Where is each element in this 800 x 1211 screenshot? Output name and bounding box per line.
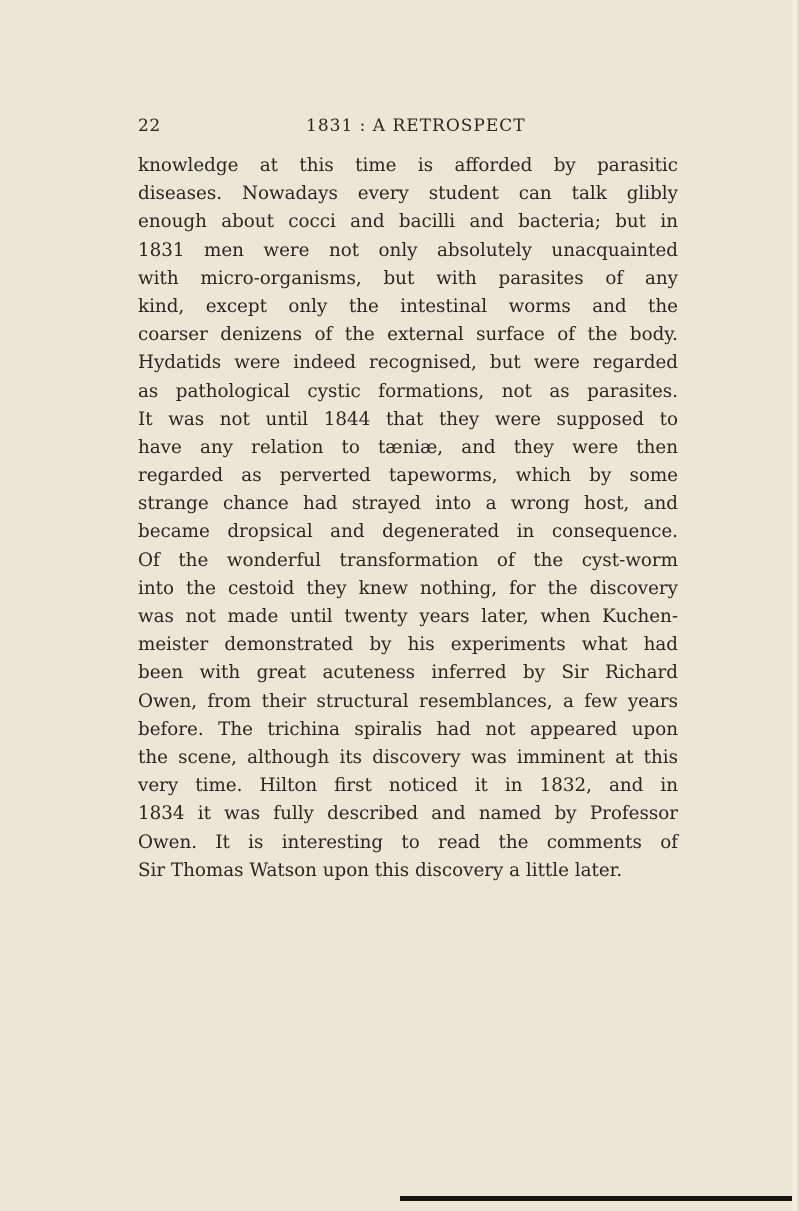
text-line: meister demonstrated by his experiments what had — [138, 634, 678, 656]
text-line: It was not until 1844 that they were supposed to — [138, 408, 678, 430]
text-line: have any relation to tæniæ, and they were then — [138, 436, 678, 458]
text-line: strange chance had strayed into a wrong host, and — [138, 493, 678, 515]
body-text — [138, 152, 678, 885]
text-line: with micro-organisms, but with parasites of any — [138, 267, 678, 289]
text-line: been with great acuteness inferred by Sir Richard — [138, 662, 678, 684]
text-line: enough about cocci and bacilli and bacteria; but in — [138, 211, 678, 233]
text-line: kind, except only the intestinal worms and the — [138, 295, 678, 317]
page-edge-shadow — [792, 0, 800, 1211]
text-line: Owen. It is interesting to read the comments of — [138, 831, 678, 853]
text-line: very time. Hilton first noticed it in 1832, and in — [138, 775, 678, 797]
text-line: knowledge at this time is afforded by parasitic — [138, 155, 678, 176]
text-line: into the cestoid they knew nothing, for the discovery — [138, 577, 678, 599]
running-head: 1831 : A RETROSPECT — [306, 116, 526, 136]
text-line: diseases. Nowadays every student can talk glibly — [138, 183, 678, 205]
text-line: regarded as perverted tapeworms, which by some — [138, 465, 678, 487]
text-line: Owen, from their structural resemblances, a few years — [138, 690, 678, 712]
text-line: as pathological cystic formations, not as parasites. — [138, 380, 678, 402]
text-line: Sir Thomas Watson upon this discovery a little later. — [138, 859, 623, 881]
text-line: Of the wonderful transformation of the cyst-worm — [138, 549, 678, 571]
text-line: before. The trichina spiralis had not appeared upon — [138, 718, 678, 740]
text-line: became dropsical and degenerated in consequence. — [138, 521, 678, 543]
text-line: 1834 it was fully described and named by Professor — [138, 803, 678, 825]
text-line: Hydatids were indeed recognised, but were regarded — [138, 352, 678, 374]
page-number: 22 — [138, 116, 161, 136]
page-header — [138, 116, 638, 138]
text-line: was not made until twenty years later, when Kuchen- — [138, 606, 678, 627]
bottom-edge-rule — [400, 1196, 792, 1201]
text-line: coarser denizens of the external surface of the body. — [138, 324, 678, 346]
text-line: the scene, although its discovery was imminent at this — [138, 746, 678, 768]
text-line: 1831 men were not only absolutely unacquainted — [138, 239, 678, 261]
